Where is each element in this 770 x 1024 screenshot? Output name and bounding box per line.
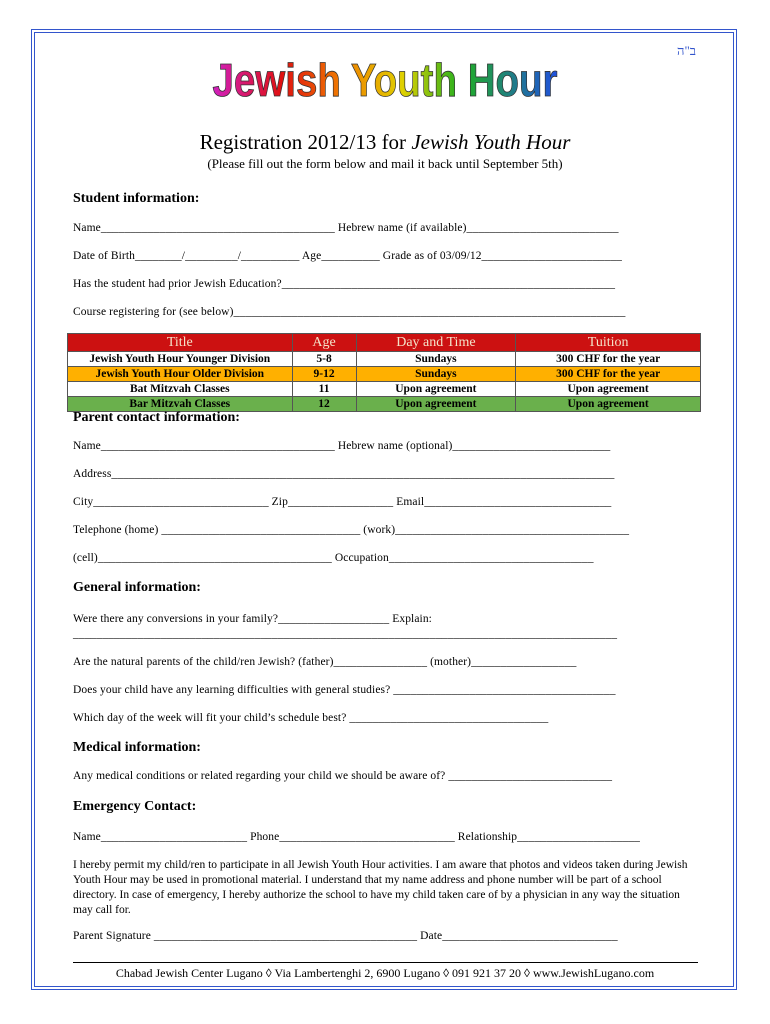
general-learning-line[interactable]: Does your child have any learning difficulties with general studies? ______________________________________ bbox=[73, 684, 616, 696]
general-conversions-line[interactable]: Were there any conversions in your family?___________________ Explain: bbox=[73, 613, 432, 625]
title-prefix: Registration 2012/13 for bbox=[199, 130, 412, 154]
table-row bbox=[68, 367, 701, 382]
general-heading: General information: bbox=[73, 580, 201, 595]
cell-tuition: 300 CHF for the year bbox=[516, 367, 701, 382]
consent-paragraph: I hereby permit my child/ren to participate in all Jewish Youth Hour activities. I am aware that photos and videos taken during Jewish Youth Hour may be used in promotional material. I understand that my name address and phone number will be part of a school directory. In case of emergency, I hereby authorize the school to have my child taken care of by a physician in any way the situation may call for. bbox=[73, 859, 688, 916]
parent-name-line[interactable]: Name________________________________________ Hebrew name (optional)___________________________ bbox=[73, 440, 611, 452]
student-education-line[interactable]: Has the student had prior Jewish Education?_________________________________________________________ bbox=[73, 278, 616, 290]
title-italic: Jewish Youth Hour bbox=[411, 130, 571, 154]
logo bbox=[0, 50, 770, 108]
col-age: Age bbox=[292, 334, 356, 352]
student-heading: Student information: bbox=[73, 191, 200, 206]
student-course-line[interactable]: Course registering for (see below)___________________________________________________________________ bbox=[73, 306, 626, 318]
cell-age: 9-12 bbox=[292, 367, 356, 382]
cell-day: Upon agreement bbox=[356, 397, 516, 412]
cell-tuition: 300 CHF for the year bbox=[516, 352, 701, 367]
bh-mark: ב"ה bbox=[677, 43, 697, 58]
footer: Chabad Jewish Center Lugano ◊ Via Lambertenghi 2, 6900 Lugano ◊ 091 921 37 20 ◊ www.JewishLugano.com bbox=[115, 966, 655, 980]
parent-telephone-line[interactable]: Telephone (home) __________________________________ (work)________________________________________ bbox=[73, 524, 630, 536]
cell-title: Bat Mitzvah Classes bbox=[68, 382, 293, 397]
cell-title: Jewish Youth Hour Younger Division bbox=[68, 352, 293, 367]
signature-line[interactable]: Parent Signature _____________________________________________ Date______________________________ bbox=[73, 930, 618, 942]
col-tuition: Tuition bbox=[516, 334, 701, 352]
cell-day: Upon agreement bbox=[356, 382, 516, 397]
footer-divider bbox=[73, 962, 698, 963]
courses-header-row bbox=[68, 334, 701, 352]
cell-day: Sundays bbox=[356, 352, 516, 367]
emergency-contact-line[interactable]: Name_________________________ Phone______________________________ Relationship_____________________ bbox=[73, 831, 640, 843]
col-day-time: Day and Time bbox=[356, 334, 516, 352]
cell-age: 5-8 bbox=[292, 352, 356, 367]
student-dob-line[interactable]: Date of Birth________/_________/__________ Age__________ Grade as of 03/09/12________________________ bbox=[73, 250, 622, 262]
cell-age: 12 bbox=[292, 397, 356, 412]
emergency-heading: Emergency Contact: bbox=[73, 799, 197, 814]
parent-city-line[interactable]: City______________________________ Zip__________________ Email________________________________ bbox=[73, 496, 612, 508]
table-row bbox=[68, 382, 701, 397]
page-border bbox=[31, 29, 737, 990]
cell-title: Jewish Youth Hour Older Division bbox=[68, 367, 293, 382]
logo-graphic bbox=[205, 50, 565, 108]
parent-cell-line[interactable]: (cell)________________________________________ Occupation___________________________________ bbox=[73, 552, 594, 564]
logo-text: Jewish Youth Hour bbox=[212, 54, 558, 106]
general-schedule-line[interactable]: Which day of the week will fit your child’s schedule best? __________________________________ bbox=[73, 712, 549, 724]
page-subtitle: (Please fill out the form below and mail it back until September 5th) bbox=[207, 156, 563, 171]
general-explain-line[interactable]: _____________________________________________________________________________________________ bbox=[73, 628, 618, 640]
cell-tuition: Upon agreement bbox=[516, 382, 701, 397]
cell-day: Sundays bbox=[356, 367, 516, 382]
cell-age: 11 bbox=[292, 382, 356, 397]
parent-heading: Parent contact information: bbox=[73, 410, 240, 425]
student-name-line[interactable]: Name________________________________________ Hebrew name (if available)__________________________ bbox=[73, 222, 619, 234]
col-title: Title bbox=[68, 334, 293, 352]
parent-address-line[interactable]: Address______________________________________________________________________________________ bbox=[73, 468, 615, 480]
courses-table bbox=[67, 333, 701, 412]
page-title bbox=[0, 130, 770, 155]
table-row bbox=[68, 352, 701, 367]
medical-conditions-line[interactable]: Any medical conditions or related regarding your child we should be aware of? ____________________________ bbox=[73, 770, 613, 782]
general-parents-line[interactable]: Are the natural parents of the child/ren Jewish? (father)________________ (mother)__________________ bbox=[73, 656, 577, 668]
medical-heading: Medical information: bbox=[73, 740, 201, 755]
cell-title: Bar Mitzvah Classes bbox=[68, 397, 293, 412]
cell-tuition: Upon agreement bbox=[516, 397, 701, 412]
